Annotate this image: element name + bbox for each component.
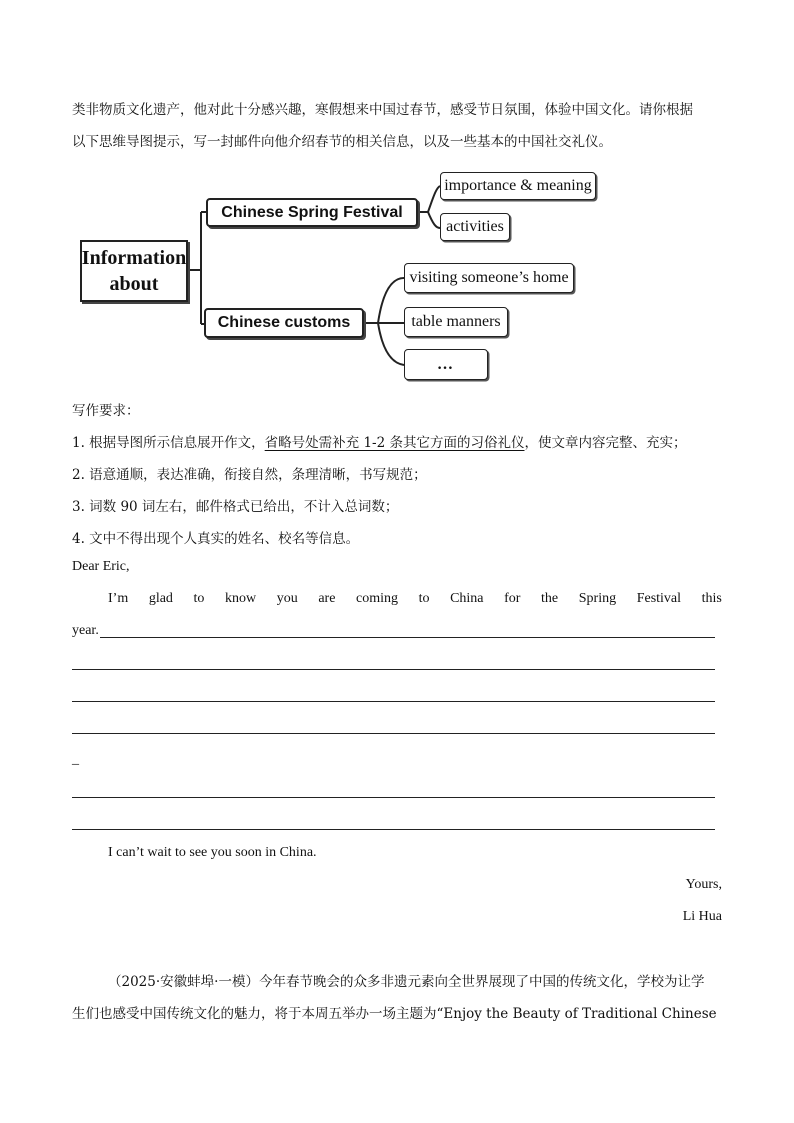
opening-word: I’m xyxy=(108,591,129,606)
answer-line-1[interactable] xyxy=(100,637,715,638)
intro-line-1: 类非物质文化遗产，他对此十分感兴趣，寒假想来中国过春节，感受节日氛围，体验中国文化。请你根据 xyxy=(72,102,693,118)
opening-word: for xyxy=(504,591,521,606)
opening-word: you xyxy=(276,591,298,606)
opening-word: Spring xyxy=(578,591,617,606)
requirement-1-prefix: 1. 根据导图所示信息展开作文， xyxy=(72,435,265,451)
requirement-2: 2. 语意通顺，表达准确，衔接自然，条理清晰，书写规范； xyxy=(72,467,427,483)
opening-word: the xyxy=(541,591,559,606)
opening-word: Festival xyxy=(636,591,682,606)
opening-word: to xyxy=(193,591,205,606)
requirement-1 xyxy=(72,431,732,451)
opening-word: glad xyxy=(148,591,173,606)
opening-word: are xyxy=(318,591,336,606)
requirement-1-suffix: ，使文章内容完整、充实； xyxy=(524,435,687,451)
letter-opening-line xyxy=(108,591,722,607)
leaf-activities: activities xyxy=(440,213,510,241)
letter-signoff: Yours, xyxy=(685,877,722,892)
branch-chinese-customs: Chinese customs xyxy=(204,308,364,338)
intro-line-2: 以下思维导图提示，写一封邮件向他介绍春节的相关信息，以及一些基本的中国社交礼仪。 xyxy=(72,134,612,150)
requirements-title: 写作要求： xyxy=(72,403,140,419)
stray-mark: _ xyxy=(72,752,79,767)
opening-word: China xyxy=(450,591,484,606)
opening-word: this xyxy=(701,591,722,606)
leaf-ellipsis: … xyxy=(404,349,488,380)
answer-line-4[interactable] xyxy=(72,733,715,734)
next-question-line-2: 生们也感受中国传统文化的魅力，将于本周五举办一场主题为“Enjoy the Beauty of Traditional Chinese xyxy=(72,1006,717,1022)
leaf-table-manners: table manners xyxy=(404,307,508,337)
answer-line-2[interactable] xyxy=(72,669,715,670)
opening-word: know xyxy=(225,591,257,606)
answer-line-6[interactable] xyxy=(72,829,715,830)
answer-line-3[interactable] xyxy=(72,701,715,702)
requirement-3: 3. 词数 90 词左右，邮件格式已给出，不计入总词数； xyxy=(72,499,399,515)
opening-word: coming xyxy=(356,591,398,606)
branch-spring-festival: Chinese Spring Festival xyxy=(206,198,418,227)
letter-closing-line: I can’t wait to see you soon in China. xyxy=(108,845,317,860)
next-question-line-1: （2025·安徽蚌埠·一模）今年春节晚会的众多非遗元素向全世界展现了中国的传统文化，学校为让学 xyxy=(108,974,705,990)
mind-map-root: Information about xyxy=(80,240,188,302)
letter-signature: Li Hua xyxy=(682,909,722,924)
leaf-importance-meaning: importance & meaning xyxy=(440,172,596,200)
leaf-visiting-home: visiting someone’s home xyxy=(404,263,574,293)
requirement-1-underlined: 省略号处需补充 1-2 条其它方面的习俗礼仪 xyxy=(264,435,525,451)
answer-line-5[interactable] xyxy=(72,797,715,798)
opening-word: to xyxy=(418,591,430,606)
letter-greeting: Dear Eric, xyxy=(72,559,130,574)
requirement-4: 4. 文中不得出现个人真实的姓名、校名等信息。 xyxy=(72,531,360,547)
mind-map xyxy=(78,166,608,386)
letter-opening-end: year. xyxy=(72,623,99,638)
